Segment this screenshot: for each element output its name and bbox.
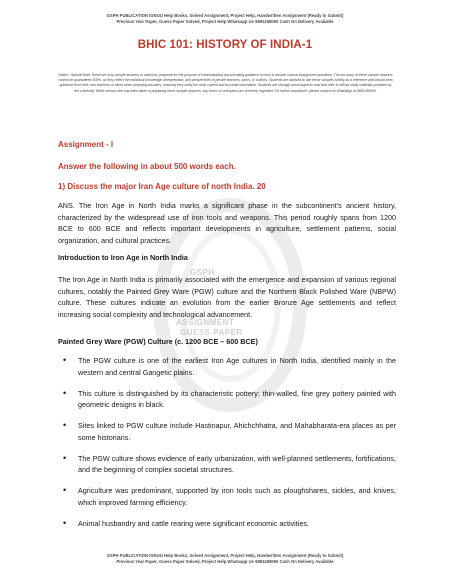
question-heading: 1) Discuss the major Iran Age culture of north India. 20	[58, 182, 266, 191]
list-item	[58, 453, 396, 476]
header-line-1: GSPH PUBLICATION IGNOU Help Books, Solved Assignment, Project Help, Handwritten Assignment (Ready to Submit)	[106, 13, 344, 18]
list-item	[58, 420, 396, 443]
list-item	[58, 485, 396, 508]
assignment-label: Assignment - I	[58, 140, 114, 149]
list-item	[58, 355, 396, 378]
bullet-icon: •	[63, 485, 67, 495]
intro-paragraph: The Iron Age in North India is primarily associated with the emergence and expansion of various regional cultures, notably the Painted Grey Ware (PGW) culture and the Northern Black Polished Ware (NBPW) culture. These cultures indicate an evolution from the earlier Bronze Age settlements and reflect increasing social complexity and technological advancement.	[58, 275, 396, 319]
list-item	[58, 518, 396, 530]
footer-line-1: GSPH PUBLICATION IGNOU Help Books, Solved Assignment, Project Help, Handwritten Assignment (Ready to Submit)	[106, 553, 344, 558]
footer-line-2: Previous Year Paper, Guess Paper Solved, Project Help Whatsapp Us 9891268050 Cash On Delivery Available	[116, 559, 334, 564]
pgw-heading: Painted Grey Ware (PGW) Culture (c. 1200 BCE – 600 BCE)	[58, 337, 258, 346]
list-item-text: This culture is distinguished by its characteristic pottery: thin-walled, fine grey pottery painted with geometric designs in black.	[78, 388, 396, 409]
watermark-text-3: GUESS PAPER	[180, 328, 243, 337]
bullet-icon: •	[63, 387, 67, 398]
list-item	[58, 388, 396, 411]
bullet-icon: •	[63, 355, 67, 365]
list-item-text: Agriculture was predominant, supported by iron tools such as ploughshares, sickles, and knives, which improved farming efficiency.	[78, 486, 396, 507]
list-item-text: The PGW culture is one of the earliest Iron Age cultures in North India, identified mainly in the western and central Gangetic plains.	[78, 356, 396, 377]
bullet-icon: •	[63, 420, 67, 430]
list-item-text: Sites linked to PGW culture include Hastinapur, Ahichchhatra, and Mahabharata-era places as per some historians.	[78, 421, 396, 442]
answer-paragraph: ANS. The Iron Age in North India marks a significant phase in the subcontinent's ancient history, characterized by the widespread use of iron tools and weapons. This period roughly spans from 1200 BCE to 600 BCE and reflects important developments in agriculture, settlement patterns, social organization, and cultural practices.	[58, 201, 396, 245]
list-item-text: The PGW culture shows evidence of early urbanization, with well-planned settlements, fortifications, and the beginning of complex societal structures.	[78, 453, 396, 474]
disclaimer-notice: Notice / Special Note-These are only sample answers or solutions, prepared for the purpose of understanding and providing guidance on how to answer various assignment questions. The accuracy of these sample answers cannot be guaranteed 100%, as they reflect the individual knowledge, interpretation, and perspectives of private teachers, tutors, or authors. Students are advised to use these samples strictly as a reference and should seek guidance from their own teachers or tutors when preparing answers, ensuring they verify the most current and accurate information. Students are strongly encouraged to read and refer to official study materials provided by the university. While utmost care has been taken in preparing these sample answers, any errors or omissions are sincerely regretted. For further assistance, please contact on WhatsApp at 9891268050.	[58, 73, 393, 93]
header-line-2: Previous Year Paper, Guess Paper Solved, Project Help Whatsapp Us 9891268050 Cash On Delivery Available	[116, 19, 334, 24]
bullet-icon: •	[63, 517, 67, 528]
bullet-icon: •	[63, 452, 67, 463]
watermark-text-2: ASSIGNMENT	[176, 318, 235, 327]
instruction-heading: Answer the following in about 500 words each.	[58, 162, 236, 171]
pgw-bullet-list	[58, 355, 396, 539]
list-item-text: Animal husbandry and cattle rearing were significant economic activities.	[78, 518, 309, 528]
intro-heading: Introduction to Iron Age in North India	[58, 253, 188, 262]
document-title: BHIC 101: HISTORY OF INDIA-1	[137, 39, 313, 51]
watermark-text-1: GSPH	[190, 268, 215, 277]
